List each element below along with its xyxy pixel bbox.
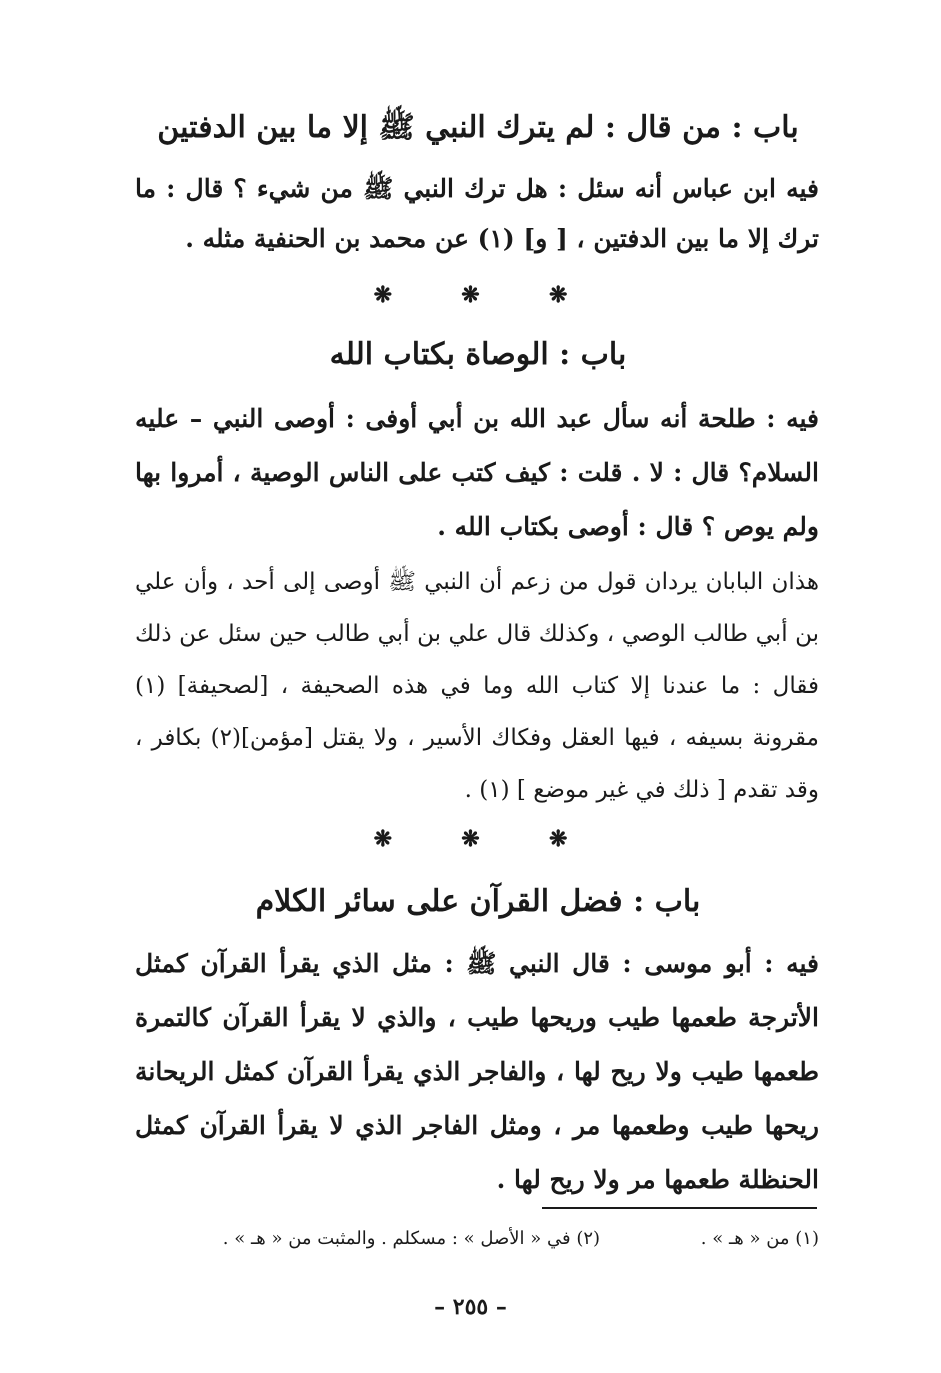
separator-star: ❋ xyxy=(461,282,480,308)
section-separator-2 xyxy=(0,826,941,852)
section-body-1: فيه ابن عباس أنه سئل : هل ترك النبي ﷺ من شيء ؟ قال : ما ترك إلا ما بين الدفتين ، [ و] (١) عن محمد بن الحنفية مثله . xyxy=(135,174,819,253)
section-separator-1 xyxy=(0,282,941,308)
separator-star: ❋ xyxy=(373,282,393,308)
section-body-3: فيه : أبو موسى : قال النبي ﷺ : مثل الذي يقرأ القرآن كمثل الأترجة طعمها طيب وريحها طيب ، والذي لا يقرأ القرآن كالتمرة طعمها طيب ولا ريح لها ، والفاجر الذي يقرأ القرآن كمثل الريحانة ريحها طيب وطعمها مر ، ومثل الفاجر الذي لا يقرأ القرآن كمثل الحنظلة طعمها مر ولا ريح لها . xyxy=(135,949,819,1194)
section-body-2: فيه : طلحة أنه سأل عبد الله بن أبي أوفى : أوصى النبي – عليه السلام؟ قال : لا . قلت : كيف كتب على الناس الوصية ، أمروا بها ولم يوص ؟ قال : أوصى بكتاب الله . xyxy=(135,404,819,541)
footnote-divider xyxy=(542,1207,817,1209)
section-heading-3: باب : فضل القرآن على سائر الكلام xyxy=(255,884,701,919)
separator-star: ❋ xyxy=(461,826,480,852)
separator-star: ❋ xyxy=(548,826,568,852)
separator-star: ❋ xyxy=(548,282,568,308)
section-heading-1: باب : من قال : لم يترك النبي ﷺ إلا ما بين الدفتين xyxy=(157,110,799,145)
footnote-2: (٢) في « الأصل » : مسكلم . والمثبت من « هـ » . xyxy=(222,1228,601,1249)
section-heading-2: باب : الوصاة بكتاب الله xyxy=(329,337,627,372)
separator-star: ❋ xyxy=(373,826,393,852)
footnote-1: (١) من « هـ » . xyxy=(700,1228,819,1249)
footnotes xyxy=(170,1224,819,1254)
section-commentary-2: هذان البابان يردان قول من زعم أن النبي ﷺ أوصى إلى أحد ، وأن علي بن أبي طالب الوصي ، وكذلك قال علي بن أبي طالب حين سئل عن ذلك فقال : ما عندنا إلا كتاب الله وما في هذه الصحيفة ، [لصحيفة] (١) مقرونة بسيفه ، فيها العقل وفكاك الأسير ، ولا يقتل [مؤمن](٢) بكافر ، وقد تقدم [ ذلك في غير موضع ] (١) . xyxy=(135,569,819,803)
page-number: – ٢٥٥ – xyxy=(434,1294,507,1320)
